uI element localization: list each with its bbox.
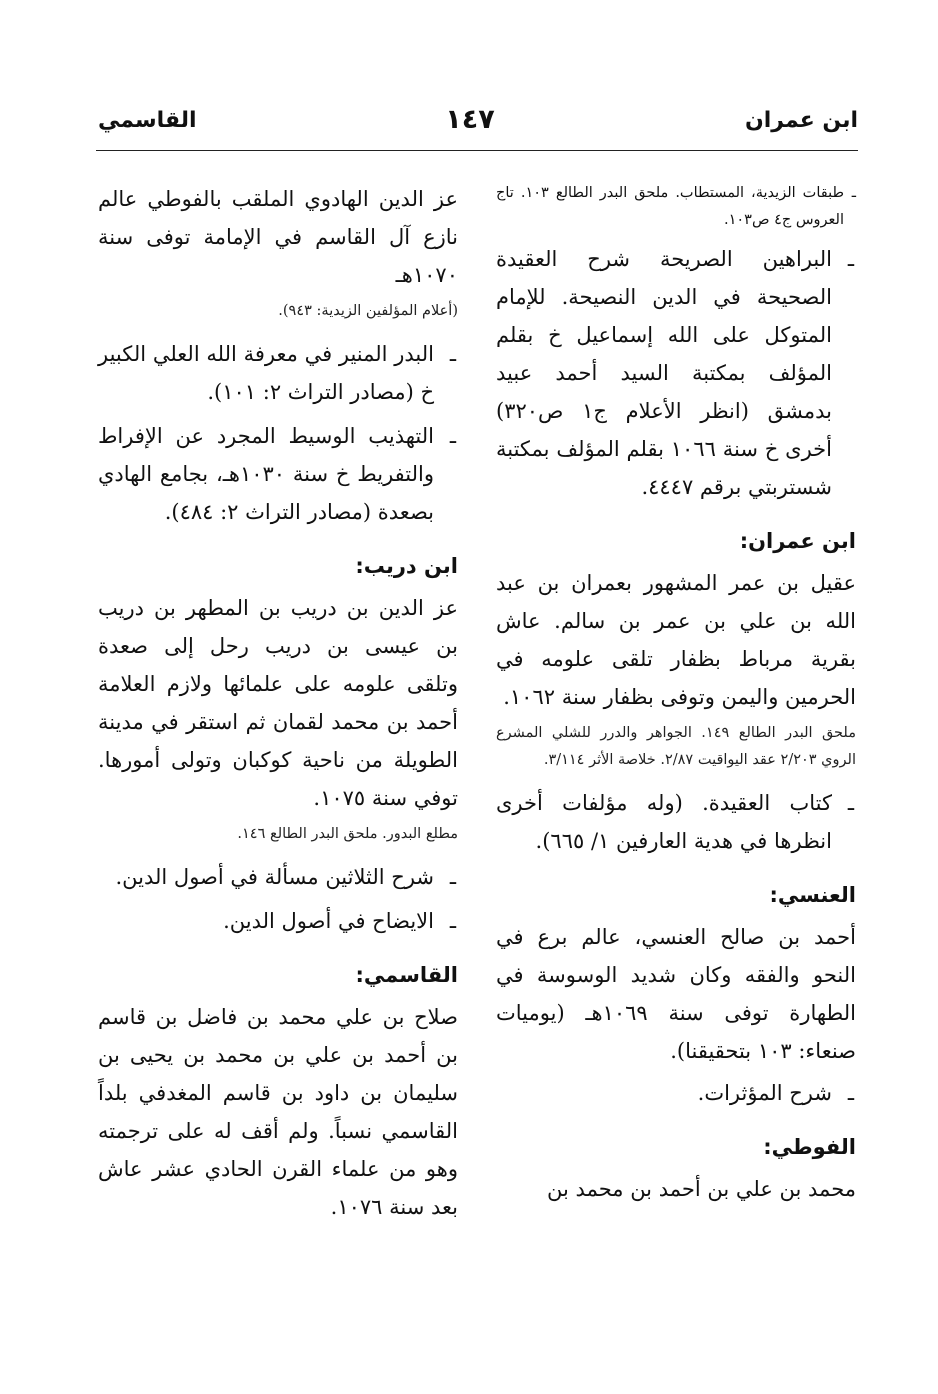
work-item-tahdhib: ـ التهذيب الوسيط المجرد عن الإفراط والتفريط خ سنة ١٠٣٠هـ، بجامع الهادي بصعدة (مصادر التراث ٢: ٤٨٤). <box>98 417 458 531</box>
left-column <box>98 180 458 1230</box>
entry-bio-ibn-imran: عقيل بن عمر المشهور بعمران بن عبد الله بن علي بن عمر بن سالم. عاش بقرية مرباط بظفار تلقى علومه في الحرمين واليمن وتوفى بظفار سنة ١٠٦٢. <box>496 571 856 709</box>
entry-bio-ibn-durayb: عز الدين بن دريب بن المطهر بن دريب بن عيسى بن دريب رحل إلى صعدة وتلقى علومه على علمائها ولازم العلامة أحمد بن محمد لقمان ثم استقر في مدينة الطويلة من ناحية كوكبان وتولى أمورها. توفي سنة ١٠٧٥. <box>98 596 458 810</box>
work-item-thalathin: ـ شرح الثلاثين مسألة في أصول الدين. <box>98 858 458 896</box>
entry-bio-fawti-start: محمد بن علي بن أحمد بن محمد بن <box>547 1177 856 1201</box>
work-item-idah: ـ الايضاح في أصول الدين. <box>98 902 458 940</box>
entry-refs-ibn-imran: ملحق البدر الطالع ١٤٩. الجواهر والدرر للشلي المشرع الروي ٢/٢٠٣ عقد اليواقيت ٢/٨٧. خلاصة الأثر ٣/١١٤. <box>496 725 856 768</box>
work-item-muaththirat: ـ شرح المؤثرات. <box>496 1074 856 1112</box>
right-column <box>496 180 856 1212</box>
entry-heading-ibn-durayb: ابن دريب: <box>355 554 458 578</box>
entry-bio-fawti-continued: عز الدين الهادوي الملقب بالفوطي عالم نازع آل القاسم في الإمامة توفى سنة ١٠٧٠هـ <box>98 187 458 287</box>
entry-bio-ansi: أحمد بن صالح العنسي، عالم برع في النحو والفقه وكان شديد الوسوسة في الطهارة توفى سنة ١٠٦٩هـ (يوميات صنعاء: ١٠٣ بتحقيقنا). <box>496 925 856 1063</box>
entry-heading-ansi: العنسي: <box>769 883 856 907</box>
work-item-aqida: ـ كتاب العقيدة. (وله مؤلفات أخرى انظرها في هدية العارفين ١/ ٦٦٥). <box>496 784 856 860</box>
entry-heading-qasimi: القاسمي: <box>355 963 458 987</box>
work-item-barahin: ـ البراهين الصريحة شرح العقيدة الصحيحة في الدين النصيحة. للإمام المتوكل على الله إسماعيل خ بقلم المؤلف بمكتبة السيد أحمد عبيد بدمشق (انظر الأعلام ج١ ص٣٢٠) أخرى خ سنة ١٠٦٦ بقلم المؤلف بمكتبة شستربتي برقم ٤٤٤٧. <box>496 240 856 506</box>
entry-heading-ibn-imran: ابن عمران: <box>739 529 856 553</box>
entry-ref-fawti: (أعلام المؤلفين الزيدية: ٩٤٣). <box>278 303 458 319</box>
work-item-badr-munir: ـ البدر المنير في معرفة الله العلي الكبير خ (مصادر التراث ٢: ١٠١). <box>98 335 458 411</box>
running-header-right: ابن عمران <box>744 108 858 133</box>
header-rule <box>96 150 858 151</box>
running-header-left: القاسمي <box>98 108 197 133</box>
entry-heading-fawti: الفوطي: <box>763 1135 856 1159</box>
entry-bio-qasimi: صلاح بن علي محمد بن فاضل بن قاسم بن أحمد بن علي بن محمد بن يحيى بن سليمان بن داود بن قاسم المغدفي بلداً القاسمي نسباً. ولم أقف له على ترجمته وهو من علماء القرن الحادي عشر عاش بعد سنة ١٠٧٦. <box>98 1005 458 1219</box>
continued-references: ـ طبقات الزيدية، المستطاب. ملحق البدر الطالع ١٠٣. تاج العروس ج٤ ص١٠٣. <box>496 180 856 234</box>
entry-ref-ibn-durayb: مطلع البدور. ملحق البدر الطالع ١٤٦. <box>237 826 458 842</box>
page-number: ١٤٧ <box>445 104 495 135</box>
